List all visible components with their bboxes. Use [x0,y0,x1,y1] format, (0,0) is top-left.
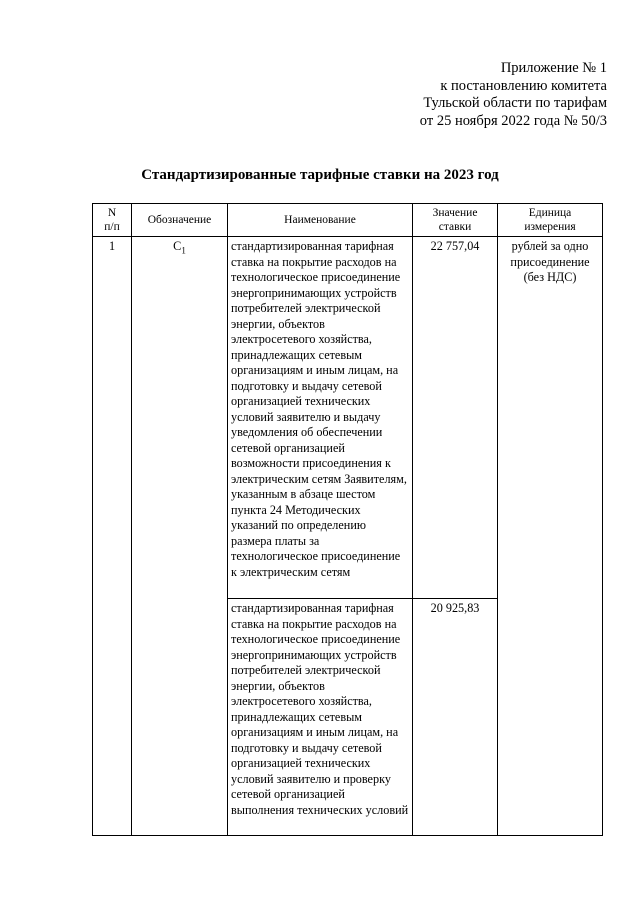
header-unit-line-1: Единица [528,207,572,219]
header-name: Наименование [228,204,413,237]
header-num-line-1: N [107,207,117,219]
header-num-line-2: п/п [104,221,120,233]
table-row [93,237,603,599]
tariff-table [92,203,603,836]
row-number: 1 [93,237,132,836]
row-code-subscript: 1 [181,245,186,256]
appendix-line-1: Приложение № 1 [500,60,607,76]
row-name: стандартизированная тарифная ставка на покрытие расходов на технологическое присоединение энергопринимающих устройств потребителей электрической энергии, объектов электросетевого хозяйства, принадлежащих сетевым организациям и иным лицам, на подготовку и выдачу сетевой организацией технических условий заявителю и выдачу уведомления об обеспечении сетевой организацией возможности присоединения к электрическим сетям Заявителям, указанным в абзаце шестом пункта 24 Методических указаний по определению размера платы за технологическое присоединение к электрическим сетям [228,237,413,599]
document-title: Стандартизированные тарифные ставки на 2023 год [141,167,499,183]
row-code-letter: C [173,239,182,253]
appendix-line-2: к постановлению комитета [440,77,607,94]
row-unit: рублей за одно присоединение (без НДС) [498,237,603,836]
header-value [413,204,498,237]
row-value: 22 757,04 [413,237,498,599]
appendix-line-3: Тульской области по тарифам [423,95,607,111]
header-num [93,204,132,237]
header-unit [498,204,603,237]
row-code [132,237,228,836]
header-value-line-1: Значение [432,207,478,219]
header-code: Обозначение [132,204,228,237]
row-value: 20 925,83 [413,599,498,836]
table-header-row [93,204,603,237]
appendix-header [420,60,607,130]
header-unit-line-2: измерения [524,221,576,233]
row-name: стандартизированная тарифная ставка на покрытие расходов на технологическое присоединение энергопринимающих устройств потребителей электрической энергии, объектов электросетевого хозяйства, принадлежащих сетевым организациям и иным лицам, на подготовку и выдачу сетевой организацией технических условий заявителю и проверку сетевой организацией выполнения технических условий [228,599,413,836]
header-value-line-2: ставки [438,221,472,233]
appendix-line-4: от 25 ноября 2022 года № 50/3 [419,112,607,129]
